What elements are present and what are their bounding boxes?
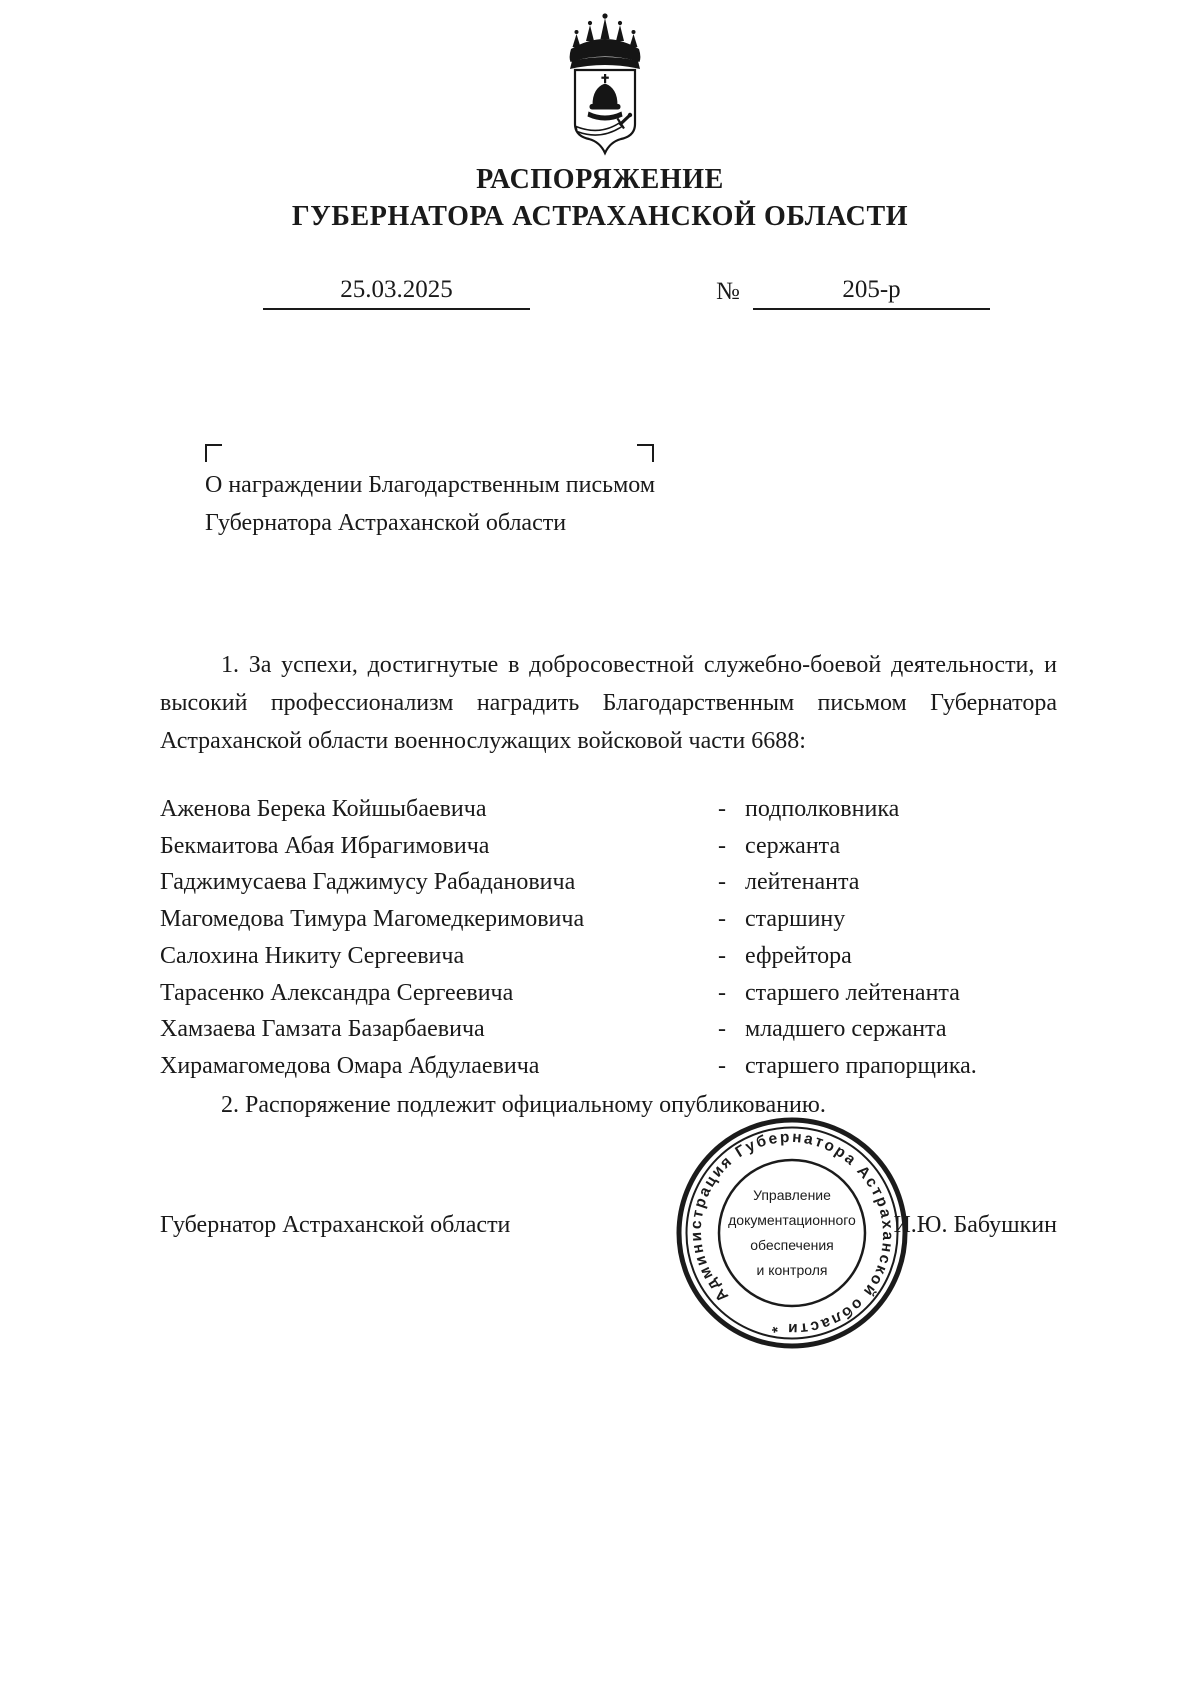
awardee-rank: старшего прапорщика. — [745, 1052, 977, 1079]
awardees-list — [160, 791, 1057, 1085]
awardee-rank: лейтенанта — [745, 869, 860, 896]
awardee-rank: младшего сержанта — [745, 1016, 947, 1043]
awardee-name: Магомедова Тимура Магомедкеримовича — [160, 906, 585, 933]
awardee-row — [160, 864, 1057, 901]
body-paragraph-1: 1. За успехи, достигнутые в добросовестной служебно-боевой деятельности, и высокий профессионализм наградить Благодарственным письмом Губернатора Астраханской области военнослужащих войсковой части 6688: — [160, 652, 1057, 754]
seal-center-line: обеспечения — [750, 1237, 834, 1253]
awardee-row — [160, 975, 1057, 1012]
awardee-name: Салохина Никиту Сергеевича — [160, 942, 465, 969]
seal-ring-text: Администрация Губернатора Астраханской области * — [687, 1128, 897, 1338]
awardee-row — [160, 828, 1057, 865]
signature-row — [160, 1212, 1057, 1239]
document-number: 205-р — [842, 276, 901, 303]
body-paragraph-2: 2. Распоряжение подлежит официальному опубликованию. — [221, 1092, 826, 1118]
awardee-name: Бекмаитова Абая Ибрагимовича — [160, 832, 490, 859]
awardee-row — [160, 791, 1057, 828]
awardee-rank: подполковника — [745, 796, 900, 822]
rank-separator: - — [718, 942, 726, 969]
awardee-name: Хамзаева Гамзата Базарбаевича — [160, 1016, 485, 1043]
awardee-row — [160, 901, 1057, 938]
awardee-name: Хирамагомедова Омара Абдулаевича — [160, 1052, 540, 1079]
rank-separator: - — [718, 1052, 726, 1079]
seal-center-text — [672, 1113, 912, 1353]
seal-center-line: и контроля — [756, 1262, 828, 1278]
document-date: 25.03.2025 — [340, 276, 453, 303]
awardee-name: Тарасенко Александра Сергеевича — [160, 979, 514, 1006]
awardee-row — [160, 1048, 1057, 1085]
rank-separator: - — [718, 869, 726, 896]
awardee-rank: ефрейтора — [745, 942, 852, 969]
subject-corner-mark-right — [637, 444, 654, 462]
issuing-authority-title: ГУБЕРНАТОРА АСТРАХАНСКОЙ ОБЛАСТИ — [291, 201, 909, 232]
awardee-name: Аженова Берека Койшыбаевича — [160, 796, 487, 822]
date-underline — [263, 308, 530, 310]
awardee-rank: старшину — [745, 906, 846, 933]
subject-corner-mark-left — [205, 444, 222, 462]
rank-separator: - — [718, 906, 726, 933]
rank-separator: - — [718, 832, 726, 859]
awardee-row — [160, 938, 1057, 975]
signatory-name: И.Ю. Бабушкин — [893, 1212, 1057, 1238]
rank-separator: - — [718, 796, 726, 822]
seal-center-line: документационного — [728, 1212, 856, 1228]
rank-separator: - — [718, 979, 726, 1006]
awardee-rank: старшего лейтенанта — [745, 979, 960, 1006]
awardee-row — [160, 1011, 1057, 1048]
number-sign: № — [716, 278, 740, 305]
document-subject: О награждении Благодарственным письмом Губернатора Астраханской области — [205, 472, 655, 536]
awardee-name: Гаджимусаева Гаджимусу Рабадановича — [160, 869, 576, 896]
number-underline — [753, 308, 990, 310]
signatory-position: Губернатор Астраханской области — [160, 1212, 511, 1238]
document-type-title: РАСПОРЯЖЕНИЕ — [476, 164, 724, 195]
rank-separator: - — [718, 1016, 726, 1043]
official-seal-icon — [672, 1113, 912, 1353]
seal-center-line: Управление — [753, 1187, 831, 1203]
astrakhan-coat-of-arms-icon — [562, 12, 648, 160]
awardee-rank: сержанта — [745, 832, 841, 859]
